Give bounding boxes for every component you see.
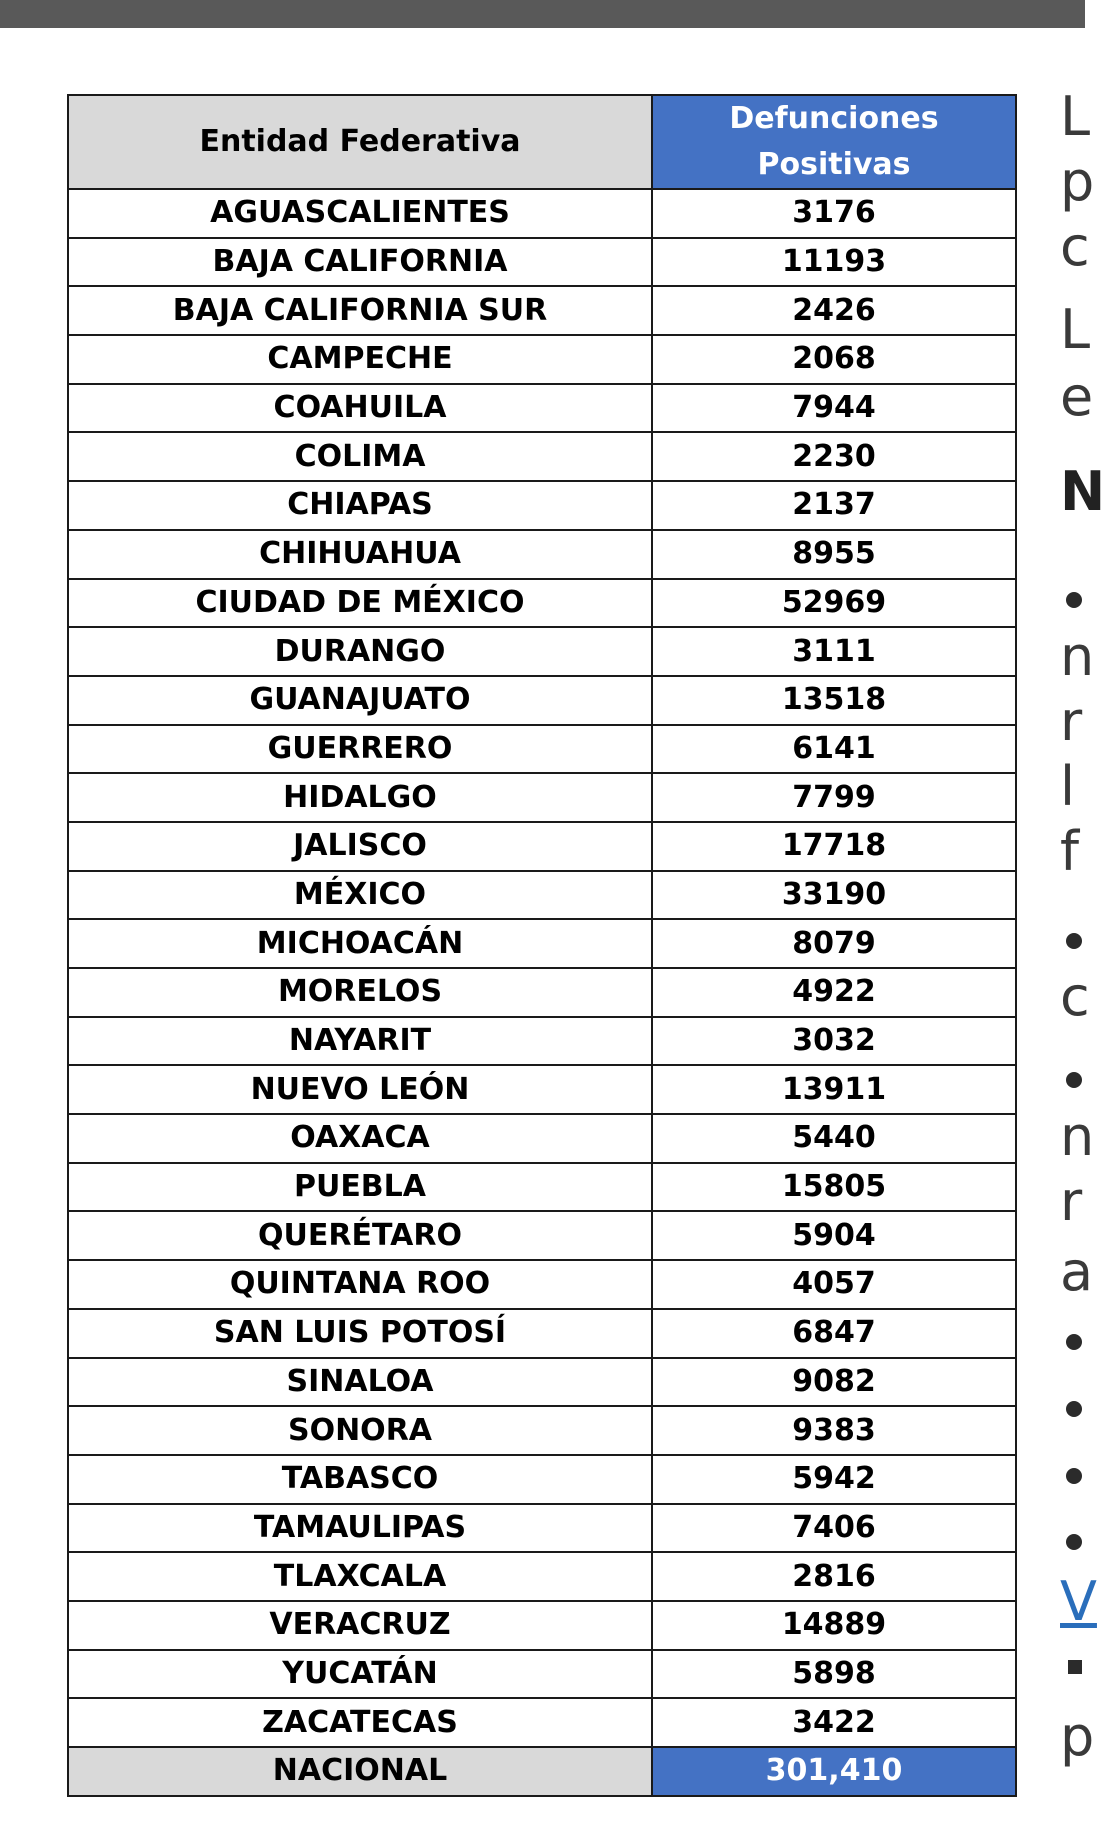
table-row [68,481,1016,530]
deaths-cell: 5904 [652,1211,1016,1260]
side-char: c [1060,215,1090,278]
entity-cell: COLIMA [68,432,652,481]
side-char: r [1060,1170,1083,1233]
entity-cell: MORELOS [68,968,652,1017]
table-header-row [68,95,1016,189]
entity-cell: SONORA [68,1406,652,1455]
deaths-cell: 15805 [652,1163,1016,1212]
bullet-icon [1066,592,1082,608]
entity-cell: AGUASCALIENTES [68,189,652,238]
table-row [68,1650,1016,1699]
entity-cell: OAXACA [68,1114,652,1163]
entity-cell: TLAXCALA [68,1552,652,1601]
table-row [68,238,1016,287]
header-entity: Entidad Federativa [68,95,652,189]
table-row [68,1163,1016,1212]
entity-cell: CHIHUAHUA [68,530,652,579]
table-row [68,384,1016,433]
entity-cell: PUEBLA [68,1163,652,1212]
table-row [68,579,1016,628]
bullet-icon [1066,1401,1082,1417]
total-row [68,1747,1016,1796]
deaths-cell: 3422 [652,1698,1016,1747]
bullet-icon [1066,1334,1082,1350]
header-deaths [652,95,1016,189]
entity-cell: BAJA CALIFORNIA SUR [68,286,652,335]
deaths-cell: 52969 [652,579,1016,628]
bullet-icon [1066,1072,1082,1088]
table-row [68,773,1016,822]
header-deaths-line1: Defunciones [729,101,939,136]
entity-cell: GUANAJUATO [68,676,652,725]
header-deaths-line2: Positivas [757,147,911,182]
deaths-cell: 3032 [652,1017,1016,1066]
deaths-cell: 5942 [652,1455,1016,1504]
entity-cell: SINALOA [68,1358,652,1407]
side-char: n [1060,625,1095,688]
deaths-cell: 3176 [652,189,1016,238]
entity-cell: DURANGO [68,627,652,676]
bullet-icon [1066,933,1082,949]
entity-cell: YUCATÁN [68,1650,652,1699]
side-char: l [1060,755,1076,818]
deaths-cell: 17718 [652,822,1016,871]
table-row [68,335,1016,384]
table-row [68,968,1016,1017]
table-row [68,1601,1016,1650]
square-bullet-icon [1068,1660,1082,1674]
side-char: r [1060,690,1083,753]
deaths-cell: 4057 [652,1260,1016,1309]
deaths-cell: 7944 [652,384,1016,433]
deaths-cell: 2068 [652,335,1016,384]
deaths-cell: 14889 [652,1601,1016,1650]
table-row [68,1698,1016,1747]
table-row [68,1260,1016,1309]
deaths-cell: 2230 [652,432,1016,481]
deaths-cell: 3111 [652,627,1016,676]
entity-cell: SAN LUIS POTOSÍ [68,1309,652,1358]
table-row [68,1114,1016,1163]
table-row [68,530,1016,579]
deaths-cell: 2426 [652,286,1016,335]
table-row [68,1211,1016,1260]
side-char: p [1060,1705,1095,1768]
deaths-cell: 9383 [652,1406,1016,1455]
table-row [68,725,1016,774]
table-row [68,1065,1016,1114]
bullet-icon [1066,1468,1082,1484]
deaths-cell: 8955 [652,530,1016,579]
entity-cell: ZACATECAS [68,1698,652,1747]
entity-cell: VERACRUZ [68,1601,652,1650]
side-char: N [1060,460,1105,523]
deaths-cell: 13911 [652,1065,1016,1114]
deaths-cell: 4922 [652,968,1016,1017]
entity-cell: QUERÉTARO [68,1211,652,1260]
deaths-cell: 11193 [652,238,1016,287]
table-row [68,627,1016,676]
table-row [68,1552,1016,1601]
entity-cell: QUINTANA ROO [68,1260,652,1309]
entity-cell: CHIAPAS [68,481,652,530]
table-row [68,1017,1016,1066]
table-row [68,189,1016,238]
total-label: NACIONAL [68,1747,652,1796]
table-row [68,871,1016,920]
side-char: c [1060,965,1090,1028]
side-char: p [1060,150,1095,213]
table-row [68,822,1016,871]
side-char: f [1060,820,1080,883]
deaths-cell: 2137 [652,481,1016,530]
table-row [68,1455,1016,1504]
entity-cell: JALISCO [68,822,652,871]
entity-cell: NAYARIT [68,1017,652,1066]
entity-cell: CIUDAD DE MÉXICO [68,579,652,628]
deaths-cell: 7799 [652,773,1016,822]
entity-cell: BAJA CALIFORNIA [68,238,652,287]
side-link[interactable]: V [1060,1570,1097,1633]
table-row [68,1358,1016,1407]
deaths-cell: 5898 [652,1650,1016,1699]
top-bar [0,0,1085,28]
entity-cell: TAMAULIPAS [68,1504,652,1553]
entity-cell: CAMPECHE [68,335,652,384]
entity-cell: TABASCO [68,1455,652,1504]
deaths-cell: 5440 [652,1114,1016,1163]
deaths-cell: 9082 [652,1358,1016,1407]
deaths-cell: 6847 [652,1309,1016,1358]
table-row [68,1406,1016,1455]
total-value: 301,410 [652,1747,1016,1796]
entity-cell: GUERRERO [68,725,652,774]
side-char: e [1060,365,1094,428]
side-char: n [1060,1105,1095,1168]
bullet-icon [1066,1534,1082,1550]
deaths-cell: 7406 [652,1504,1016,1553]
entity-cell: COAHUILA [68,384,652,433]
table-row [68,1309,1016,1358]
table-body [68,189,1016,1796]
table-row [68,432,1016,481]
table-row [68,286,1016,335]
entity-cell: HIDALGO [68,773,652,822]
side-char: L [1060,85,1091,148]
deaths-cell: 13518 [652,676,1016,725]
table-row [68,919,1016,968]
side-char: a [1060,1240,1094,1303]
deaths-cell: 33190 [652,871,1016,920]
side-char: L [1060,298,1091,361]
entity-cell: MICHOACÁN [68,919,652,968]
table-row [68,676,1016,725]
deaths-cell: 8079 [652,919,1016,968]
deaths-cell: 2816 [652,1552,1016,1601]
table-row [68,1504,1016,1553]
entity-cell: MÉXICO [68,871,652,920]
entity-cell: NUEVO LEÓN [68,1065,652,1114]
deaths-table [67,94,1017,1797]
deaths-cell: 6141 [652,725,1016,774]
